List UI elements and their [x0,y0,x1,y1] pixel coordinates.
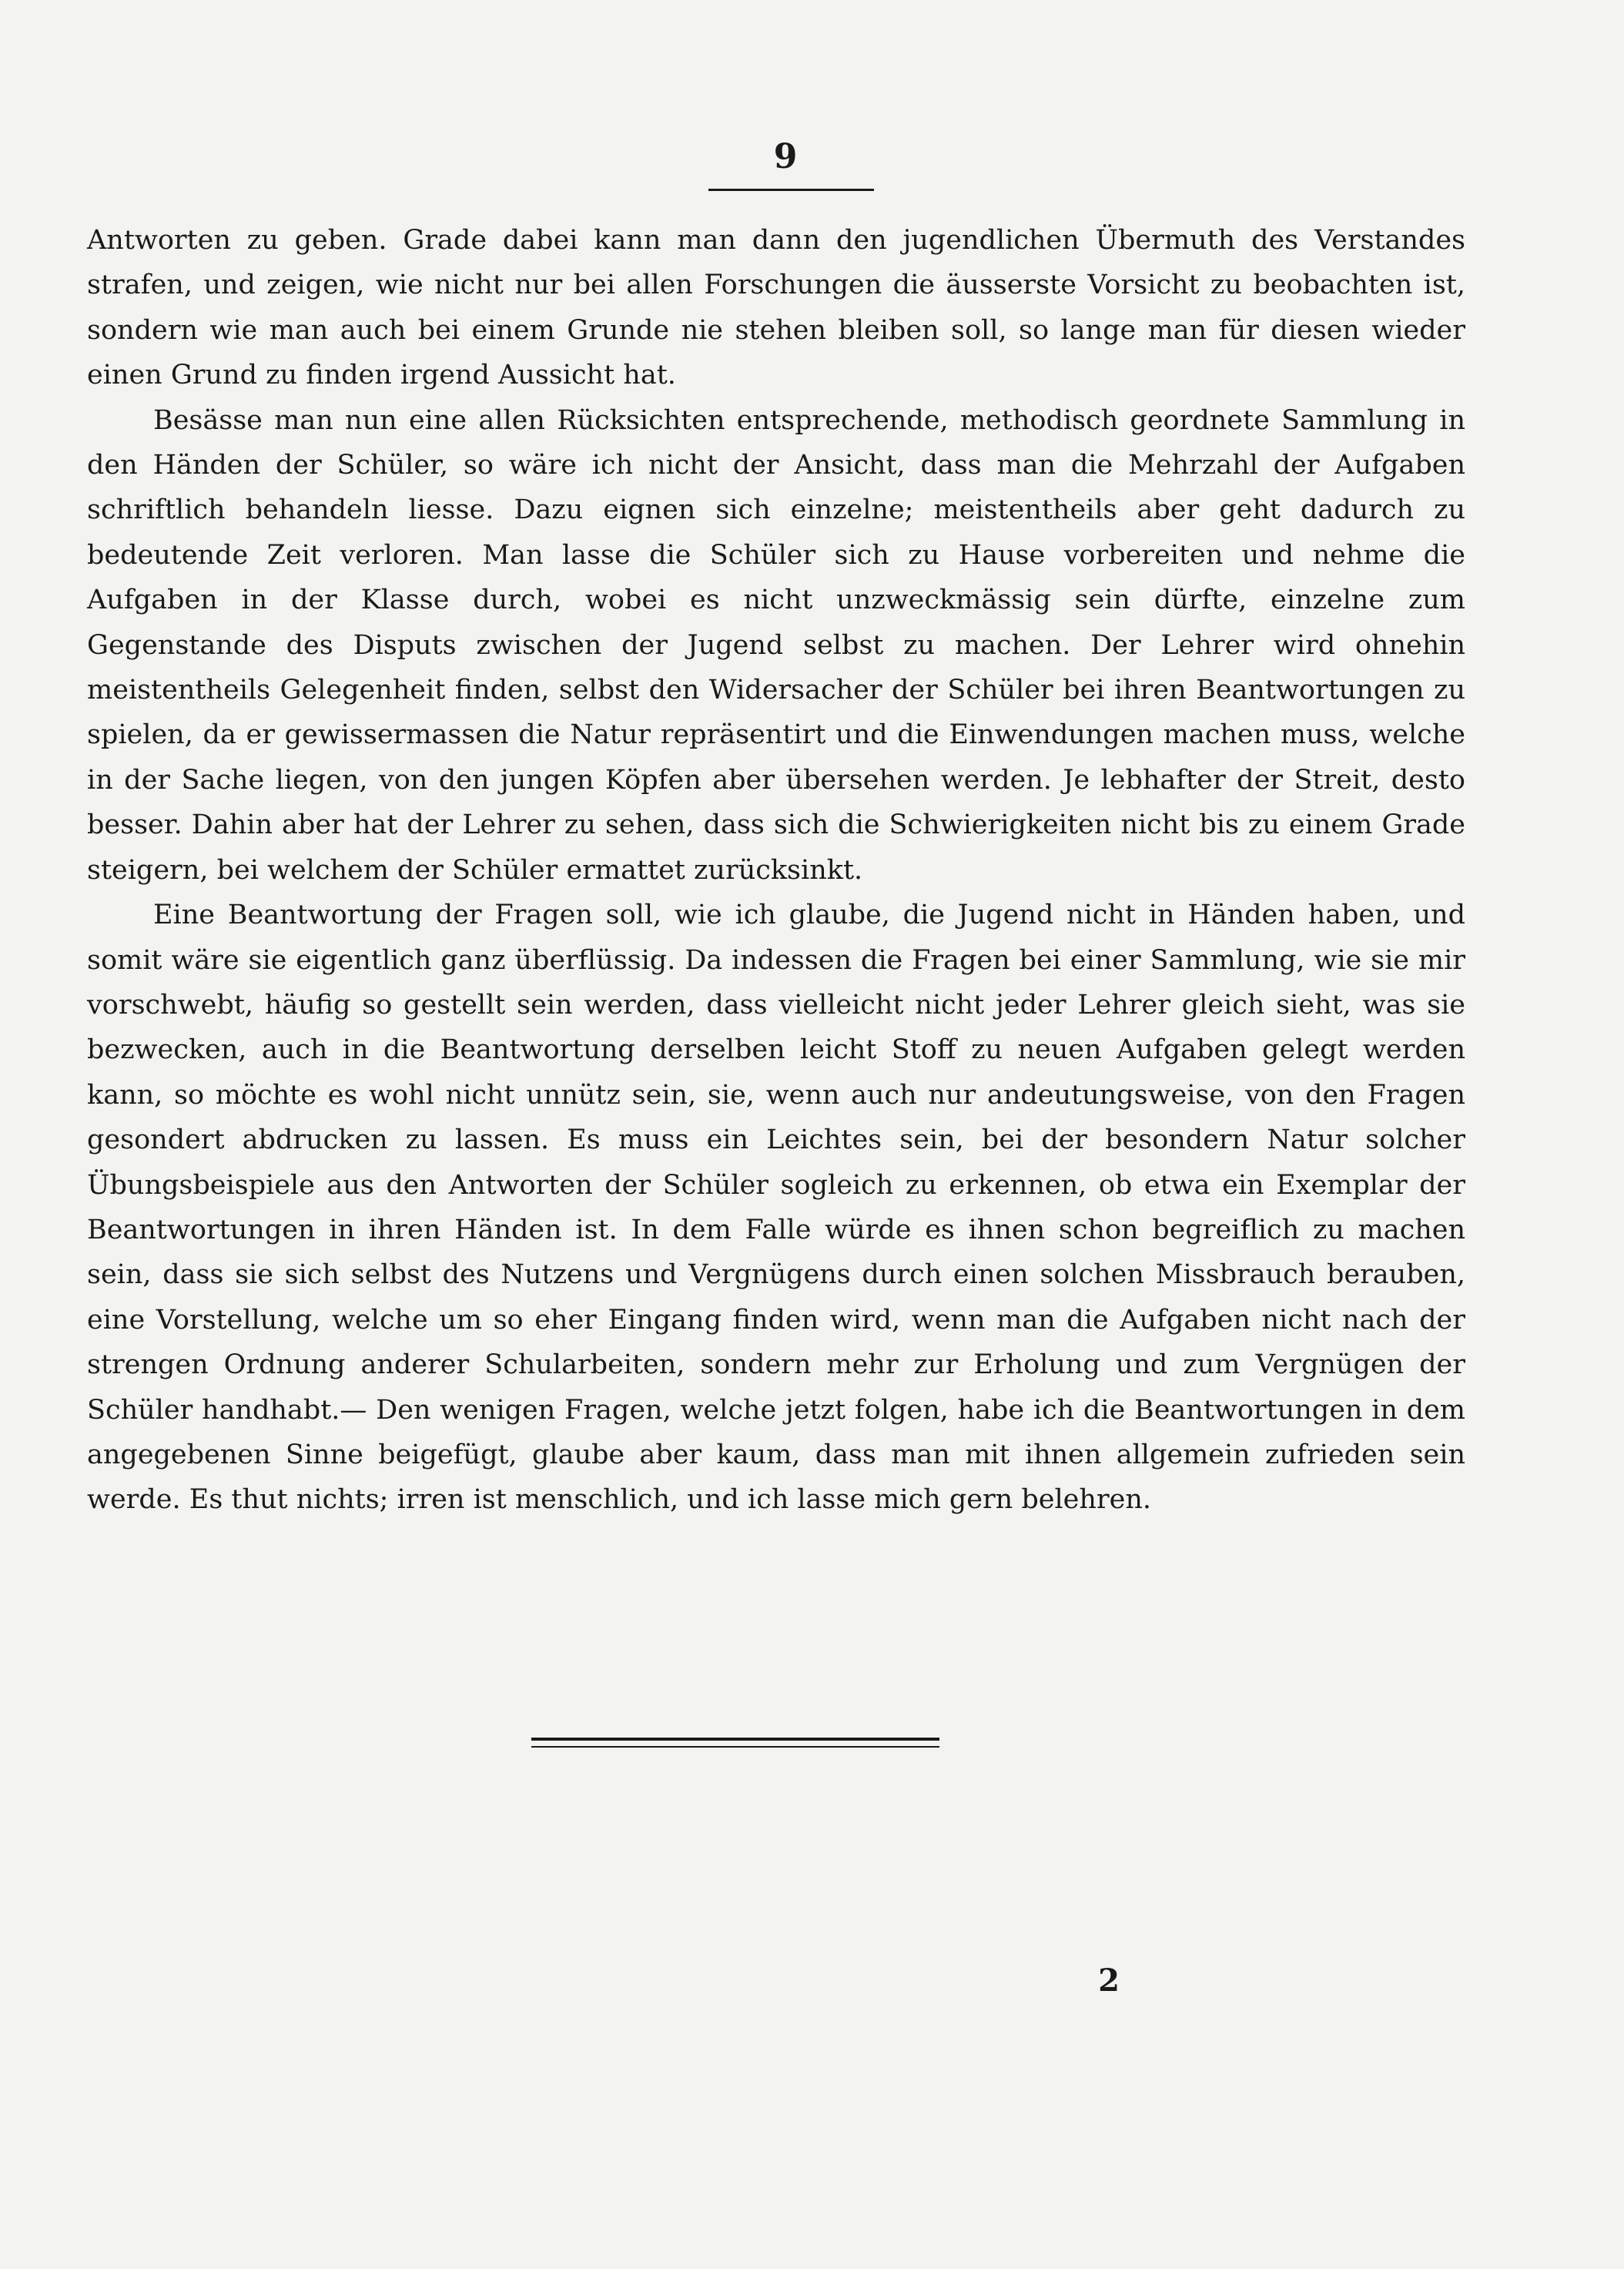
signature-mark: 2 [1098,1962,1120,1999]
section-end-rule-thin [531,1746,939,1748]
paragraph-2: Besässe man nun eine allen Rücksichten entsprechende, methodisch geordnete Sammlung in den Händen der Schüler, so wäre ich nicht der Ansicht, dass man die Mehrzahl der Aufgaben schriftlich behandeln liesse. Dazu eignen sich einzelne; meistentheils aber geht dadurch zu bedeutende Zeit verloren. Man lasse die Schüler sich zu Hause vorbereiten und nehme die Aufgaben in der Klasse durch, wobei es nicht unzweckmässig sein dürfte, einzelne zum Gegenstande des Disputs zwischen der Jugend selbst zu machen. Der Lehrer wird ohnehin meistentheils Gelegenheit finden, selbst den Widersacher der Schüler bei ihren Beantwortungen zu spielen, da er gewissermassen die Natur repräsentirt und die Einwendungen machen muss, welche in der Sache liegen, von den jungen Köpfen aber übersehen werden. Je lebhafter der Streit, desto besser. Dahin aber hat der Lehrer zu sehen, dass sich die Schwierigkeiten nicht bis zu einem Grade steigern, bei welchem der Schüler ermattet zurücksinkt. [87,404,1465,886]
paragraph-1: Antworten zu geben. Grade dabei kann man dann den jugendlichen Übermuth des Verstandes strafen, und zeigen, wie nicht nur bei allen Forschungen die äusserste Vorsicht zu beobachten ist, sondern wie man auch bei einem Grunde nie stehen bleiben soll, so lange man für diesen wieder einen Grund zu finden irgend Aussicht hat. [87,225,1465,391]
page-number: 9 [773,137,798,176]
section-end-rule-thick [531,1738,939,1741]
body-text [87,218,1465,1523]
header-rule [708,189,874,191]
paragraph-3: Eine Beantwortung der Fragen soll, wie ich glaube, die Jugend nicht in Händen haben, und somit wäre sie eigentlich ganz überflüssig. Da indessen die Fragen bei einer Sammlung, wie sie mir vorschwebt, häufig so gestellt sein werden, dass vielleicht nicht jeder Lehrer gleich sieht, was sie bezwecken, auch in die Beantwortung derselben leicht Stoff zu neuen Aufgaben gelegt werden kann, so möchte es wohl nicht unnütz sein, sie, wenn auch nur andeutungsweise, von den Fragen gesondert abdrucken zu lassen. Es muss ein Leichtes sein, bei der besondern Natur solcher Übungsbeispiele aus den Antworten der Schüler sogleich zu erkennen, ob etwa ein Exemplar der Beantwortungen in ihren Händen ist. In dem Falle würde es ihnen schon begreiflich zu machen sein, dass sie sich selbst des Nutzens und Vergnügens durch einen solchen Missbrauch berauben, eine Vorstellung, welche um so eher Eingang finden wird, wenn man die Aufgaben nicht nach der strengen Ordnung anderer Schularbeiten, sondern mehr zur Erholung und zum Vergnügen der Schüler handhabt.— Den wenigen Fragen, welche jetzt folgen, habe ich die Beantwortungen in dem angegebenen Sinne beigefügt, glaube aber kaum, dass man mit ihnen allgemein zufrieden sein werde. Es thut nichts; irren ist menschlich, und ich lasse mich gern belehren. [87,900,1465,1516]
